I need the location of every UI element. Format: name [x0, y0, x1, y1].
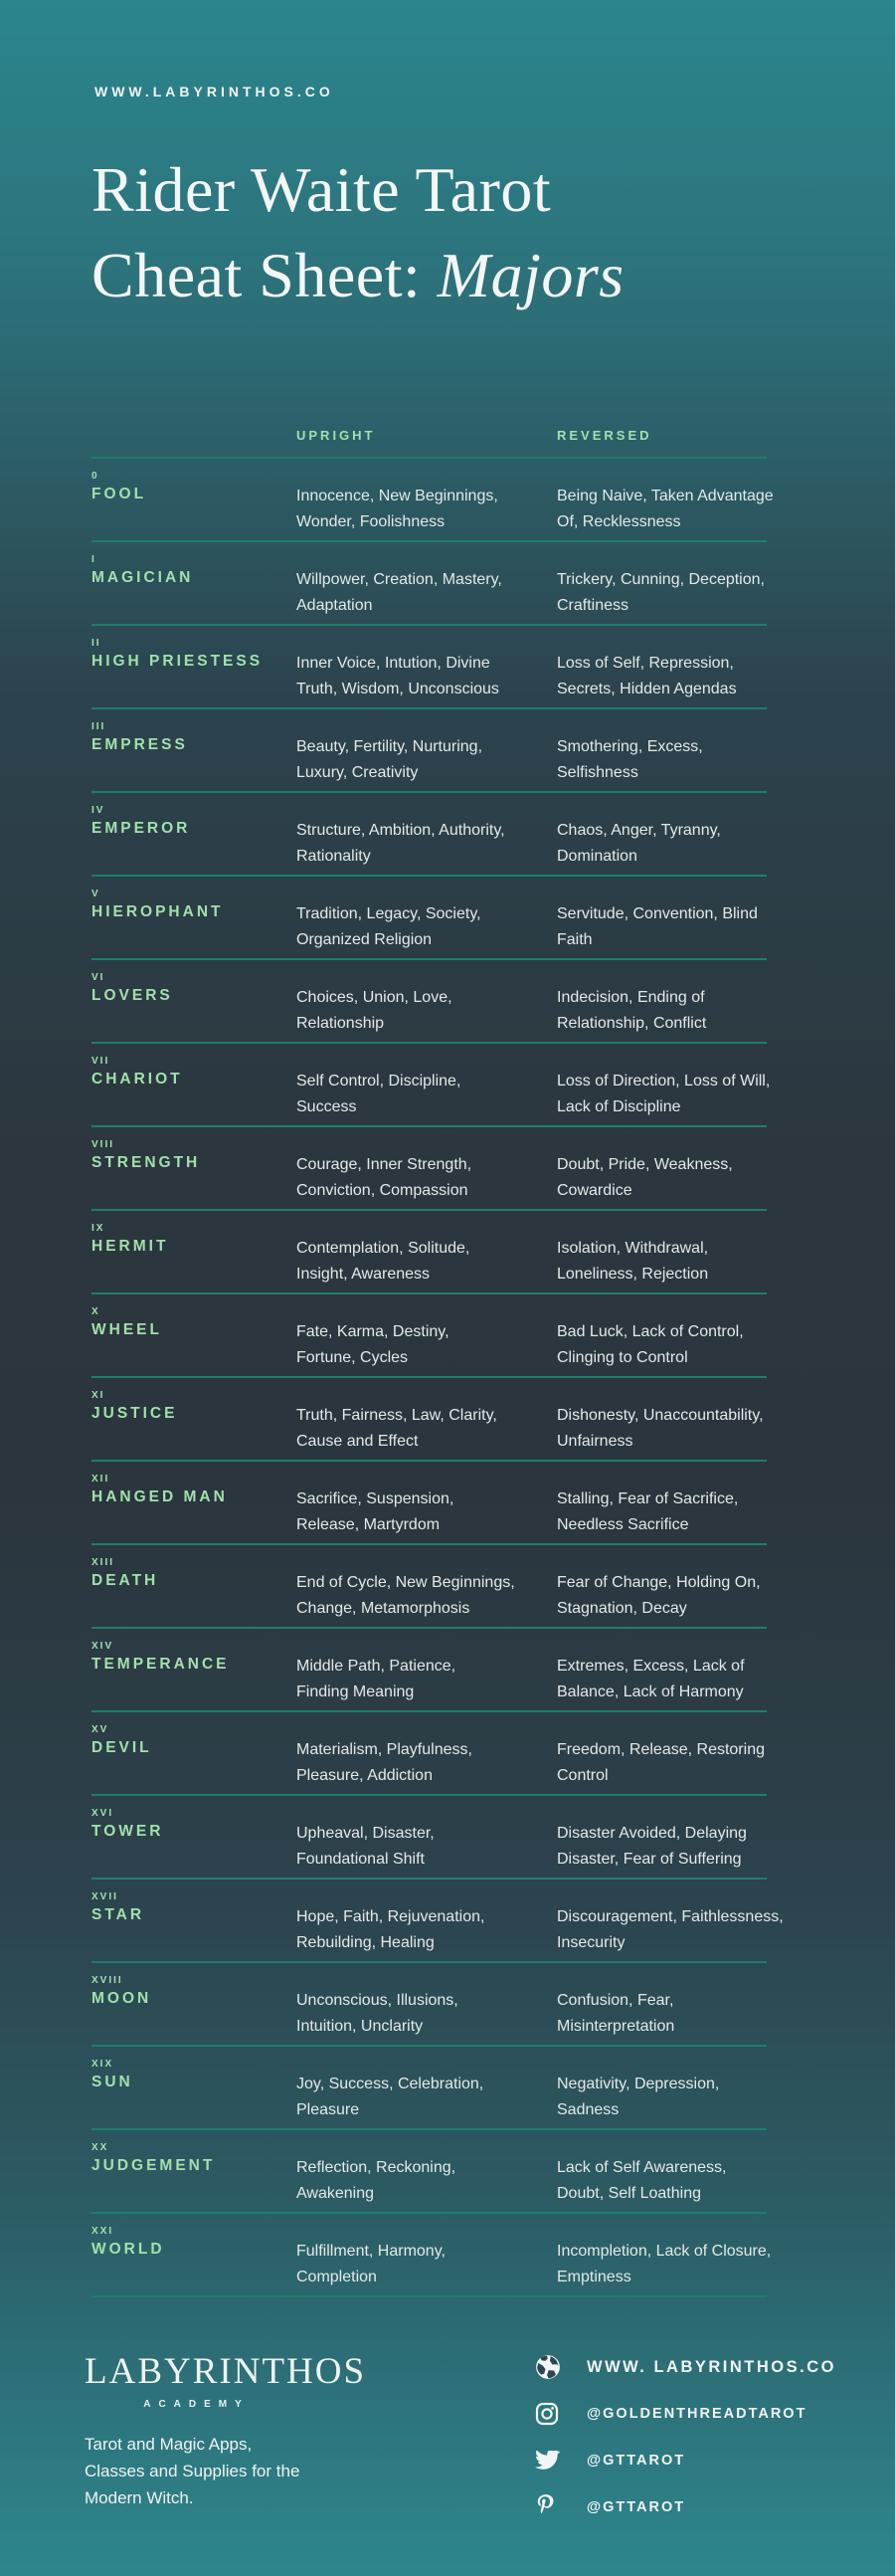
upright-line: Rationality	[296, 848, 371, 865]
card-name: HIEROPHANT	[91, 903, 224, 920]
upright-line: Joy, Success, Celebration,	[296, 2076, 484, 2092]
card-numeral: VIII	[91, 1139, 115, 1150]
upright-line: Pleasure, Addiction	[296, 1767, 433, 1784]
reversed-line: Smothering, Excess,	[557, 738, 703, 755]
tagline-line: Classes and Supplies for the	[85, 2462, 300, 2480]
card-name: MAGICIAN	[91, 569, 194, 586]
upright-line: Adaptation	[296, 597, 373, 614]
table-row	[91, 707, 767, 791]
upright-line: Unconscious, Illusions,	[296, 1992, 458, 2009]
card-name: HANGED MAN	[91, 1488, 228, 1505]
upright-meanings	[296, 1403, 557, 1455]
card-identity	[91, 972, 290, 1005]
reversed-line: Balance, Lack of Harmony	[557, 1684, 744, 1700]
table-header	[91, 428, 767, 457]
reversed-line: Of, Recklessness	[557, 513, 681, 530]
upright-line: Truth, Wisdom, Unconscious	[296, 681, 499, 697]
upright-line: Hope, Faith, Rejuvenation,	[296, 1908, 485, 1925]
reversed-line: Relationship, Conflict	[557, 1015, 707, 1032]
upright-meanings	[296, 1737, 557, 1789]
reversed-line: Bad Luck, Lack of Control,	[557, 1323, 744, 1340]
card-numeral: II	[91, 638, 101, 649]
table-row	[91, 1292, 767, 1376]
column-header-upright: UPRIGHT	[296, 428, 376, 443]
reversed-line: Freedom, Release, Restoring	[557, 1741, 765, 1758]
reversed-line: Dishonesty, Unaccountability,	[557, 1407, 764, 1424]
upright-meanings	[296, 2155, 557, 2207]
card-numeral: IX	[91, 1223, 105, 1234]
reversed-meanings	[557, 818, 767, 870]
page-title-line1: Rider Waite Tarot	[91, 154, 552, 225]
table-row	[91, 1878, 784, 1961]
upright-line: Relationship	[296, 1015, 385, 1032]
table-row	[91, 2045, 767, 2128]
upright-meanings	[296, 2239, 557, 2290]
upright-line: Intuition, Unclarity	[296, 2018, 424, 2035]
upright-line: Middle Path, Patience,	[296, 1658, 456, 1675]
upright-line: Structure, Ambition, Authority,	[296, 822, 505, 839]
tagline-line: Modern Witch.	[85, 2488, 194, 2507]
reversed-line: Disaster Avoided, Delaying	[557, 1825, 747, 1842]
labyrinthos-logo	[85, 2350, 367, 2410]
upright-line: Inner Voice, Intution, Divine	[296, 655, 490, 672]
reversed-meanings	[557, 651, 767, 702]
card-name: DEATH	[91, 1572, 159, 1589]
upright-meanings	[296, 1236, 557, 1288]
upright-line: Cause and Effect	[296, 1433, 419, 1450]
card-numeral: XIX	[91, 2059, 114, 2070]
twitter-icon	[535, 2448, 565, 2474]
reversed-meanings	[557, 484, 774, 535]
social-row-website	[535, 2354, 836, 2380]
card-numeral: III	[91, 721, 106, 732]
table-row	[91, 1961, 767, 2045]
upright-meanings	[296, 567, 557, 619]
card-identity	[91, 1641, 290, 1674]
reversed-line: Selfishness	[557, 764, 638, 781]
upright-meanings	[296, 651, 557, 702]
reversed-line: Being Naive, Taken Advantage	[557, 488, 774, 504]
card-name: HERMIT	[91, 1238, 169, 1255]
card-numeral: 0	[91, 471, 99, 482]
card-identity	[91, 1223, 290, 1256]
reversed-line: Faith	[557, 931, 593, 948]
upright-line: Courage, Inner Strength,	[296, 1156, 472, 1173]
upright-meanings	[296, 985, 557, 1037]
upright-line: Materialism, Playfulness,	[296, 1741, 472, 1758]
page-title-line2-italic: Majors	[437, 240, 625, 310]
pinterest-handle: @GTTAROT	[587, 2499, 686, 2515]
card-name: STAR	[91, 1906, 145, 1923]
card-identity	[91, 2142, 290, 2175]
card-identity	[91, 1975, 290, 2008]
upright-line: Conviction, Compassion	[296, 1182, 468, 1199]
page-title-line2-regular: Cheat Sheet:	[91, 240, 438, 310]
upright-line: Contemplation, Solitude,	[296, 1240, 470, 1257]
card-numeral: XX	[91, 2142, 109, 2153]
upright-meanings	[296, 1904, 557, 1956]
reversed-meanings	[557, 1904, 784, 1956]
card-numeral: XVII	[91, 1891, 118, 1902]
reversed-line: Indecision, Ending of	[557, 989, 705, 1006]
card-name: FOOL	[91, 486, 147, 502]
reversed-line: Loneliness, Rejection	[557, 1266, 709, 1283]
upright-line: Self Control, Discipline,	[296, 1073, 461, 1090]
card-identity	[91, 2226, 290, 2259]
reversed-line: Stagnation, Decay	[557, 1600, 687, 1617]
reversed-line: Trickery, Cunning, Deception,	[557, 571, 765, 588]
upright-line: Luxury, Creativity	[296, 764, 419, 781]
reversed-line: Discouragement, Faithlessness,	[557, 1908, 784, 1925]
upright-meanings	[296, 901, 557, 953]
reversed-line: Extremes, Excess, Lack of	[557, 1658, 745, 1675]
upright-line: Completion	[296, 2269, 377, 2285]
reversed-meanings	[557, 985, 767, 1037]
reversed-line: Isolation, Withdrawal,	[557, 1240, 709, 1257]
table-row	[91, 624, 767, 707]
footer-tagline	[85, 2431, 299, 2511]
card-name: STRENGTH	[91, 1154, 201, 1171]
reversed-line: Control	[557, 1767, 609, 1784]
card-numeral: XV	[91, 1724, 109, 1735]
table-row	[91, 1710, 767, 1794]
table-row	[91, 2128, 767, 2212]
upright-line: Choices, Union, Love,	[296, 989, 452, 1006]
card-numeral: XII	[91, 1474, 110, 1485]
card-identity	[91, 1474, 290, 1506]
upright-meanings	[296, 1152, 557, 1204]
logo-wordmark: LABYRINTHOS	[85, 2351, 367, 2392]
reversed-line: Lack of Self Awareness,	[557, 2159, 727, 2176]
upright-line: Upheaval, Disaster,	[296, 1825, 435, 1842]
upright-meanings	[296, 1988, 557, 2040]
card-name: WHEEL	[91, 1321, 162, 1338]
card-numeral: XXI	[91, 2226, 114, 2237]
upright-meanings	[296, 1570, 557, 1622]
card-name: SUN	[91, 2074, 133, 2090]
card-numeral: XI	[91, 1390, 105, 1401]
upright-meanings	[296, 818, 557, 870]
table-row	[91, 958, 767, 1042]
card-numeral: XIII	[91, 1557, 115, 1568]
upright-line: Reflection, Reckoning,	[296, 2159, 456, 2176]
table-body	[91, 457, 784, 2297]
card-identity	[91, 1056, 290, 1089]
column-header-reversed: REVERSED	[557, 428, 652, 443]
card-name: JUDGEMENT	[91, 2157, 216, 2174]
card-numeral: XVI	[91, 1808, 114, 1819]
reversed-line: Cowardice	[557, 1182, 632, 1199]
reversed-meanings	[557, 1403, 767, 1455]
reversed-line: Fear of Change, Holding On,	[557, 1574, 761, 1591]
reversed-line: Loss of Self, Repression,	[557, 655, 734, 672]
card-name: WORLD	[91, 2241, 165, 2258]
site-url: WWW.LABYRINTHOS.CO	[94, 84, 334, 99]
card-numeral: VII	[91, 1056, 110, 1067]
card-identity	[91, 638, 290, 671]
card-name: DEVIL	[91, 1739, 152, 1756]
reversed-line: Negativity, Depression,	[557, 2076, 720, 2092]
pinterest-icon	[535, 2494, 565, 2520]
card-name: JUSTICE	[91, 1405, 178, 1422]
globe-icon	[535, 2354, 565, 2380]
reversed-meanings	[557, 1486, 767, 1538]
card-numeral: XIV	[91, 1641, 114, 1652]
social-row-twitter	[535, 2448, 836, 2474]
card-identity	[91, 1724, 290, 1757]
card-identity	[91, 1557, 290, 1590]
social-row-pinterest	[535, 2494, 836, 2520]
card-name: HIGH PRIESTESS	[91, 653, 264, 670]
upright-meanings	[296, 1319, 557, 1371]
reversed-line: Insecurity	[557, 1934, 626, 1951]
reversed-meanings	[557, 1152, 767, 1204]
reversed-meanings	[557, 1319, 767, 1371]
reversed-line: Domination	[557, 848, 637, 865]
upright-line: Pleasure	[296, 2101, 360, 2118]
upright-meanings	[296, 484, 557, 535]
reversed-line: Misinterpretation	[557, 2018, 675, 2035]
reversed-line: Disaster, Fear of Suffering	[557, 1851, 742, 1868]
card-name: EMPRESS	[91, 736, 188, 753]
upright-line: Innocence, New Beginnings,	[296, 488, 498, 504]
upright-line: Tradition, Legacy, Society,	[296, 905, 481, 922]
reversed-line: Loss of Direction, Loss of Will,	[557, 1073, 771, 1090]
table-row	[91, 2212, 772, 2295]
upright-line: Rebuilding, Healing	[296, 1934, 435, 1951]
card-identity	[91, 1390, 290, 1423]
reversed-line: Needless Sacrifice	[557, 1516, 689, 1533]
upright-line: Foundational Shift	[296, 1851, 425, 1868]
upright-meanings	[296, 2072, 557, 2123]
reversed-line: Secrets, Hidden Agendas	[557, 681, 737, 697]
card-identity	[91, 554, 290, 587]
upright-line: Fate, Karma, Destiny,	[296, 1323, 449, 1340]
card-identity	[91, 889, 290, 921]
reversed-meanings	[557, 2239, 772, 2290]
upright-line: Fulfillment, Harmony,	[296, 2243, 446, 2260]
reversed-line: Sadness	[557, 2101, 620, 2118]
reversed-meanings	[557, 2072, 767, 2123]
page-title	[91, 147, 625, 318]
upright-line: Release, Martyrdom	[296, 1516, 441, 1533]
website-label: WWW. LABYRINTHOS.CO	[587, 2357, 836, 2376]
reversed-line: Doubt, Self Loathing	[557, 2185, 701, 2202]
upright-line: Willpower, Creation, Mastery,	[296, 571, 502, 588]
table-row	[91, 875, 767, 958]
reversed-meanings	[557, 1570, 767, 1622]
card-identity	[91, 721, 290, 754]
upright-meanings	[296, 734, 557, 786]
reversed-line: Stalling, Fear of Sacrifice,	[557, 1490, 739, 1507]
twitter-handle: @GTTAROT	[587, 2453, 686, 2469]
card-identity	[91, 1891, 290, 1924]
reversed-meanings	[557, 734, 767, 786]
upright-line: Fortune, Cycles	[296, 1349, 409, 1366]
upright-line: Organized Religion	[296, 931, 433, 948]
table-row	[91, 1543, 767, 1627]
reversed-line: Craftiness	[557, 597, 629, 614]
upright-meanings	[296, 1821, 557, 1873]
upright-meanings	[296, 1654, 557, 1705]
table-row	[91, 1794, 767, 1878]
card-identity	[91, 2059, 290, 2091]
card-numeral: X	[91, 1306, 100, 1317]
instagram-handle: @GOLDENTHREADTAROT	[587, 2406, 807, 2422]
upright-line: Finding Meaning	[296, 1684, 415, 1700]
card-identity	[91, 1306, 290, 1339]
card-name: EMPEROR	[91, 820, 191, 837]
social-links	[535, 2354, 836, 2541]
card-name: MOON	[91, 1990, 152, 2007]
card-name: LOVERS	[91, 987, 173, 1004]
card-name: TEMPERANCE	[91, 1656, 230, 1673]
card-numeral: V	[91, 889, 100, 899]
card-name: TOWER	[91, 1823, 164, 1840]
upright-line: Sacrifice, Suspension,	[296, 1490, 454, 1507]
table-row	[91, 1376, 767, 1460]
upright-meanings	[296, 1069, 557, 1120]
upright-line: Change, Metamorphosis	[296, 1600, 470, 1617]
upright-line: Awakening	[296, 2185, 374, 2202]
table-row	[91, 1209, 767, 1292]
table-row	[91, 540, 767, 624]
upright-line: End of Cycle, New Beginnings,	[296, 1574, 515, 1591]
table-row	[91, 1042, 771, 1125]
upright-meanings	[296, 1486, 557, 1538]
reversed-meanings	[557, 2155, 767, 2207]
reversed-line: Chaos, Anger, Tyranny,	[557, 822, 721, 839]
reversed-meanings	[557, 1069, 771, 1120]
card-numeral: VI	[91, 972, 105, 983]
reversed-meanings	[557, 567, 767, 619]
reversed-meanings	[557, 1988, 767, 2040]
card-name: CHARIOT	[91, 1071, 183, 1088]
table-row	[91, 457, 774, 540]
reversed-meanings	[557, 901, 767, 953]
upright-line: Success	[296, 1098, 357, 1115]
reversed-line: Lack of Discipline	[557, 1098, 681, 1115]
card-numeral: IV	[91, 805, 105, 816]
tagline-line: Tarot and Magic Apps,	[85, 2435, 253, 2454]
logo-academy-label: ACADEMY	[143, 2399, 250, 2410]
table-row	[91, 1460, 767, 1543]
upright-line: Wonder, Foolishness	[296, 513, 446, 530]
reversed-line: Doubt, Pride, Weakness,	[557, 1156, 733, 1173]
card-identity	[91, 1808, 290, 1841]
upright-line: Beauty, Fertility, Nurturing,	[296, 738, 483, 755]
card-numeral: I	[91, 554, 96, 565]
reversed-line: Servitude, Convention, Blind	[557, 905, 758, 922]
page-title-line2	[91, 233, 625, 318]
reversed-meanings	[557, 1654, 767, 1705]
reversed-line: Incompletion, Lack of Closure,	[557, 2243, 772, 2260]
upright-line: Truth, Fairness, Law, Clarity,	[296, 1407, 497, 1424]
table-row	[91, 1125, 767, 1209]
card-numeral: XVIII	[91, 1975, 123, 1986]
card-identity	[91, 805, 290, 838]
instagram-icon	[535, 2401, 565, 2427]
reversed-line: Emptiness	[557, 2269, 631, 2285]
upright-line: Insight, Awareness	[296, 1266, 431, 1283]
reversed-meanings	[557, 1821, 767, 1873]
majors-table	[91, 428, 784, 2297]
card-identity	[91, 471, 290, 503]
table-row	[91, 1627, 767, 1710]
reversed-line: Unfairness	[557, 1433, 633, 1450]
table-row	[91, 791, 767, 875]
card-identity	[91, 1139, 290, 1172]
reversed-line: Confusion, Fear,	[557, 1992, 674, 2009]
social-row-instagram	[535, 2401, 836, 2427]
reversed-meanings	[557, 1236, 767, 1288]
reversed-line: Clinging to Control	[557, 1349, 688, 1366]
reversed-meanings	[557, 1737, 767, 1789]
